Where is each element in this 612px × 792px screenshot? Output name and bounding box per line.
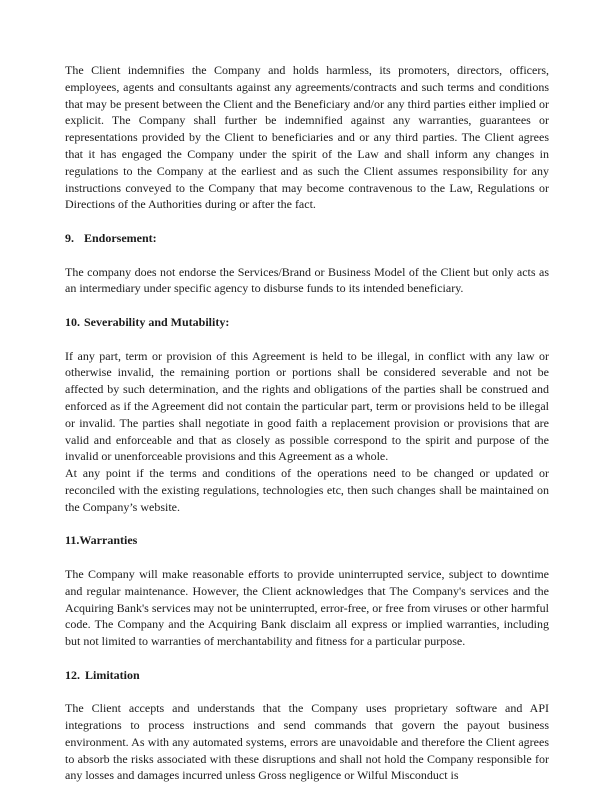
- section-number-9: 9.: [65, 230, 74, 245]
- severability-paragraph: If any part, term or provision of this Agreement is held to be illegal, in conflict with any law or otherwise invalid, the remaining portion or portions shall be considered severable and not be affected by such determination, and the rights and obligations of the parties shall be construed and enforced as if the Agreement did not contain the particular part, term or provisions held to be illegal or invalid. The parties shall negotiate in good faith a replacement provision or provisions that are valid and enforceable and that as closely as possible correspond to the spirit and purpose of the invalid or unenforceable provisions and this Agreement as a whole.: [65, 348, 549, 464]
- section-number-11: 11.: [65, 533, 80, 548]
- section-heading-severability: [65, 314, 549, 331]
- endorsement-paragraph: The company does not endorse the Services/Brand or Business Model of the Client but only acts as an intermediary under specific agency to disburse funds to its intended beneficiary.: [65, 264, 549, 296]
- section-heading-limitation: [65, 667, 549, 684]
- limitation-paragraph: The Client accepts and understands that the Company uses proprietary software and API integrations to process instructions and send commands that govern the payout business environment. As with any automated systems, errors are unavoidable and therefore the Client agrees to absorb the risks associated with these disruptions and shall not hold the Company responsible for any losses and damages incurred unless Gross negligence or Wilful Misconduct is: [65, 701, 549, 783]
- section-heading-endorsement: [65, 230, 549, 247]
- section-title-severability: Severability and Mutability:: [84, 314, 230, 329]
- section-number-12: 12.: [65, 667, 80, 682]
- warranties-paragraph: The Company will make reasonable efforts to provide uninterrupted service, subject to downtime and regular maintenance. However, the Client acknowledges that The Company's services and the Acquiring Bank's services may not be uninterrupted, error-free, or free from viruses or other harmful code. The Company and the Acquiring Bank disclaim all express or implied warranties, including but not limited to warranties of merchantability and fitness for a particular purpose.: [65, 566, 549, 649]
- section-title-endorsement: Endorsement:: [84, 230, 157, 245]
- section-title-warranties: Warranties: [79, 533, 138, 548]
- section-title-limitation: Limitation: [85, 667, 140, 682]
- indemnification-paragraph: The Client indemnifies the Company and holds harmless, its promoters, directors, officers, employees, agents and consultants against any agreements/contracts and such terms and conditions that may be present between the Client and the Beneficiary and/or any third parties either implied or explicit. The Company shall further be indemnified against any warranties, guarantees or representations provided by the Client to beneficiaries and or any third parties. The Client agrees that it has engaged the Company under the spirit of the Law and shall inform any changes in regulations to the Company at the earliest and as such the Client assumes responsibility for any instructions conveyed to the Company that may become contravenous to the Law, Regulations or Directions of the Authorities during or after the fact.: [65, 63, 549, 212]
- terms-update-paragraph: At any point if the terms and conditions of the operations need to be changed or updated or reconciled with the existing regulations, technologies etc, then such changes shall be maintained on the Company’s website.: [65, 466, 549, 514]
- section-number-10: 10.: [65, 314, 80, 329]
- section-heading-warranties: [65, 532, 549, 549]
